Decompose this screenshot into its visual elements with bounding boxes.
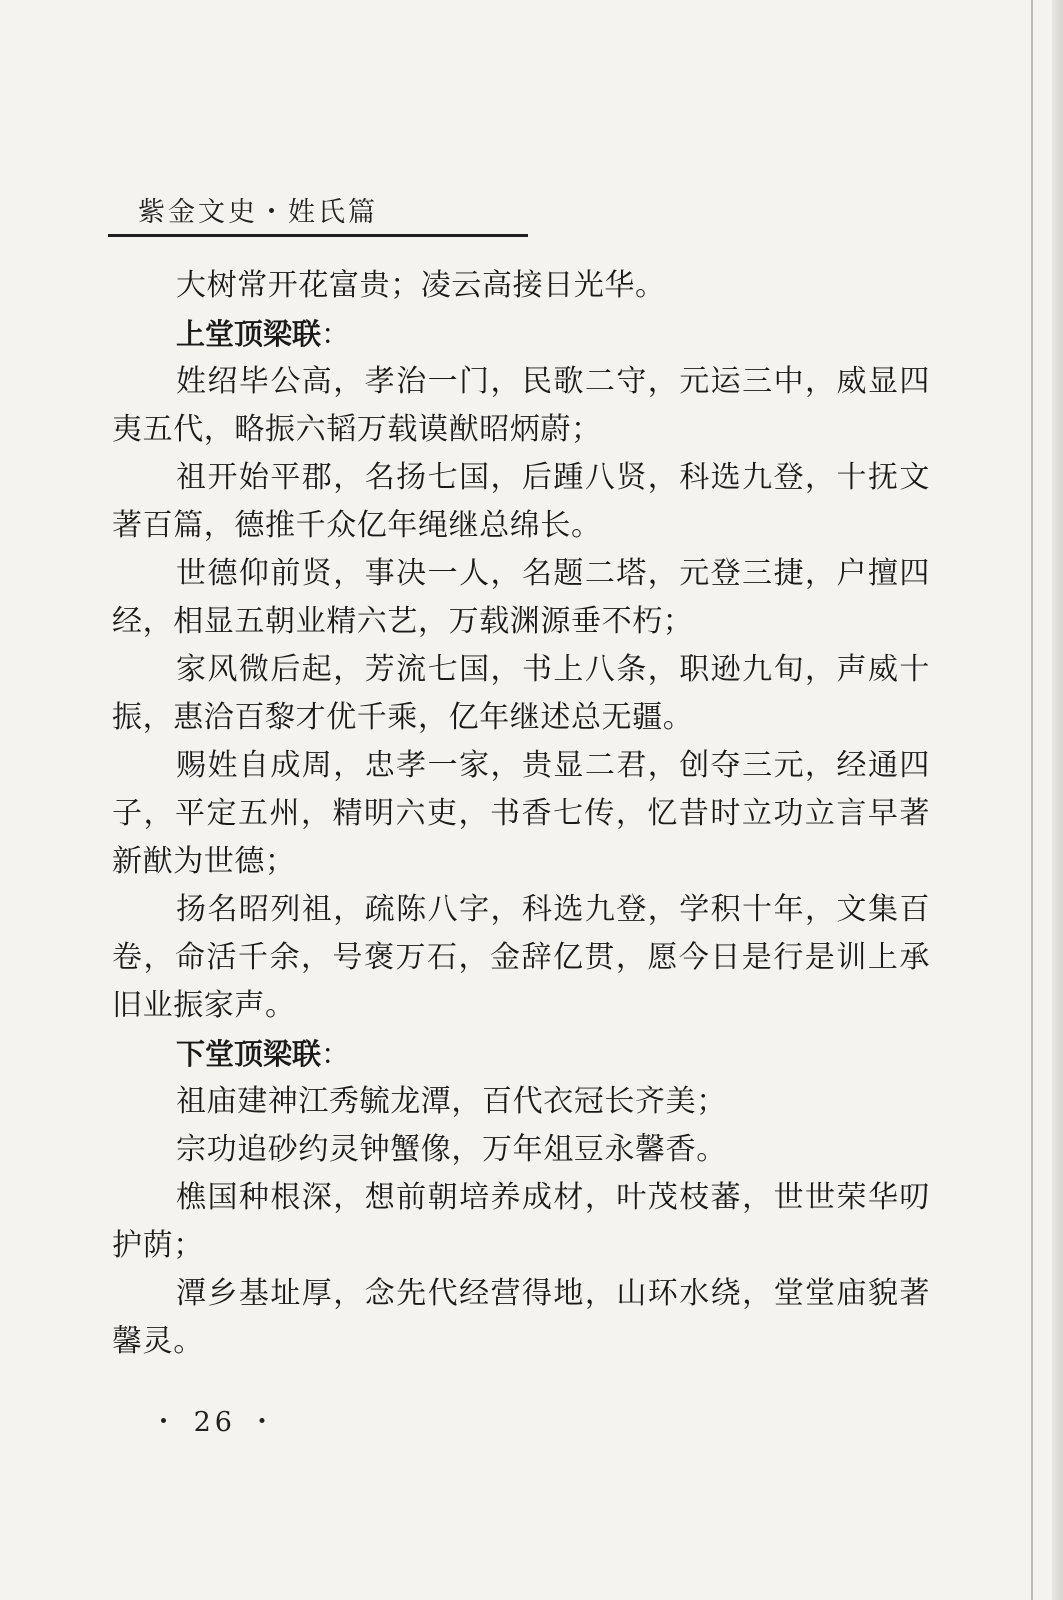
paragraph: 扬名昭列祖，疏陈八字，科选九登，学积十年，文集百卷，命活千余，号褒万石，金辞亿贯，愿今日是行是训上承旧业振家声。 [112,892,930,1023]
page-edge-line [1031,0,1033,1600]
page-edge-shadow [1052,0,1063,1600]
heading-text: 上堂顶梁联 [176,317,322,351]
paragraph: 宗功追砂约灵钟蟹像，万年俎豆永馨香。 [176,1132,727,1167]
section-heading-lower-hall [112,1030,930,1078]
paragraph: 姓绍毕公高，孝治一门，民歌二守，元运三中，威显四夷五代，略振六韬万载谟猷昭炳蔚； [112,364,930,447]
heading-text: 下堂顶梁联 [176,1037,322,1071]
paragraph: 赐姓自成周，忠孝一家，贵显二君，创夺三元，经通四子，平定五州，精明六吏，书香七传，忆昔时立功立言早著新猷为世德； [112,748,930,879]
paragraph: 大树常开花富贵；凌云高接日光华。 [176,268,666,303]
paragraph: 世德仰前贤，事决一人，名题二塔，元登三捷，户擅四经，相显五朝业精六艺，万载渊源垂不朽； [112,556,930,639]
paragraph: 潭乡基址厚，念先代经营得地，山环水绕，堂堂庙貌著馨灵。 [112,1276,930,1359]
paragraph: 祖庙建神江秀毓龙潭，百代衣冠长齐美； [176,1084,727,1119]
heading-colon: ： [321,317,351,351]
page-number: ・ 26 ・ [150,1407,280,1438]
paragraph: 祖开始平郡，名扬七国，后踵八贤，科选九登，十抚文著百篇，德推千众亿年绳继总绵长。 [112,460,930,543]
running-header: 紫金文史・姓氏篇 [138,197,378,228]
header-rule [108,234,528,237]
heading-colon: ： [321,1037,351,1071]
paragraph: 家风微后起，芳流七国，书上八条，职逊九旬，声威十振，惠洽百黎才优千乘，亿年继述总无疆。 [112,652,930,735]
section-heading-upper-hall [112,310,930,358]
paragraph: 樵国种根深，想前朝培养成材，叶茂枝蕃，世世荣华叨护荫； [112,1180,930,1263]
body-text [112,262,930,1366]
